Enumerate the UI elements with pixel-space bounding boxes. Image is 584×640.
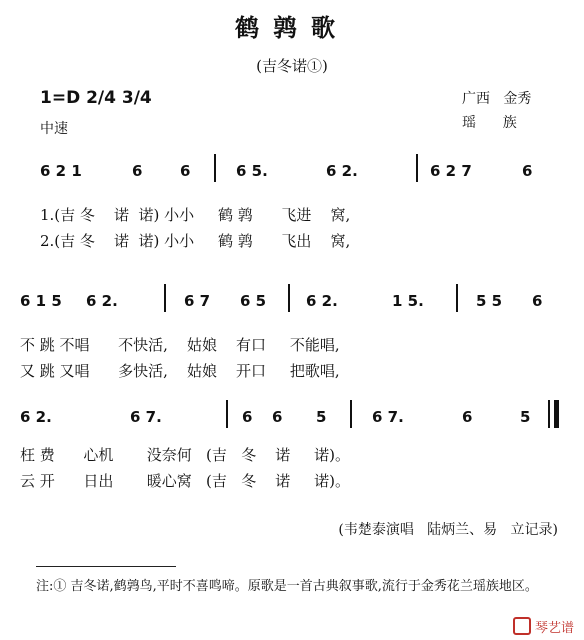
footnote-divider <box>36 566 176 567</box>
note-group: 6 <box>462 408 473 426</box>
lyric-line-2: 又 跳 又唱 多快活, 姑娘 开口 把歌唱, <box>20 362 340 380</box>
watermark-logo <box>513 617 574 636</box>
note-group: 6 <box>242 408 253 426</box>
note-group: 6 5 <box>240 292 267 310</box>
song-title: 鹤鹑歌 <box>235 13 349 42</box>
bar-line <box>456 284 458 312</box>
performer-credit: (韦楚泰演唱 陆炳兰、易 立记录) <box>338 522 558 538</box>
end-bar-line <box>554 400 559 428</box>
lyric-line-2: 2.(吉 冬 诺 诺) 小小 鹤 鹑 飞出 窝, <box>40 232 351 250</box>
song-subtitle: (吉冬诺①) <box>256 57 328 75</box>
bar-line <box>350 400 352 428</box>
footnote: 注:① 吉冬诺,鹤鹑鸟,平时不喜鸣啼。原歌是一首古典叙事歌,流行于金秀花兰瑶族地区。 <box>36 579 538 594</box>
watermark-text: 琴艺谱 <box>534 621 574 636</box>
note-group: 6 7. <box>372 408 404 426</box>
bar-line <box>416 154 418 182</box>
region-label: 广西 金秀 <box>462 91 532 107</box>
bar-line <box>214 154 216 182</box>
key-signature: 1=D 2/4 3/4 <box>40 88 152 108</box>
bar-line <box>226 400 228 428</box>
note-group: 6 2. <box>326 162 358 180</box>
note-group: 6 7. <box>130 408 162 426</box>
lyric-line-2: 云 开 日出 暖心窝 (吉 冬 诺 诺)。 <box>20 472 350 490</box>
ethnicity-label: 瑶 族 <box>462 115 517 131</box>
bar-line <box>288 284 290 312</box>
lyric-line-1: 不 跳 不唱 不快活, 姑娘 有口 不能唱, <box>20 336 340 354</box>
bar-line <box>164 284 166 312</box>
note-group: 6 5. <box>236 162 268 180</box>
tempo-marking: 中速 <box>40 121 68 137</box>
note-group: 5 5 <box>476 292 503 310</box>
note-group: 5 <box>316 408 327 426</box>
logo-icon <box>513 617 531 635</box>
lyric-line-1: 枉 费 心机 没奈何 (吉 冬 诺 诺)。 <box>20 446 350 464</box>
note-group: 5 <box>520 408 531 426</box>
note-group: 6 2. <box>86 292 118 310</box>
note-group: 6 7 <box>184 292 211 310</box>
lyric-line-1: 1.(吉 冬 诺 诺) 小小 鹤 鹑 飞进 窝, <box>40 206 351 224</box>
note-group: 6 <box>522 162 533 180</box>
note-group: 6 2. <box>306 292 338 310</box>
note-group: 6 <box>532 292 543 310</box>
note-group: 6 1 5 <box>20 292 62 310</box>
note-group: 6 2 1 <box>40 162 82 180</box>
note-group: 6 <box>132 162 143 180</box>
bar-line <box>548 400 550 428</box>
note-group: 6 2 7 <box>430 162 472 180</box>
note-group: 6 <box>180 162 191 180</box>
note-group: 1 5. <box>392 292 424 310</box>
note-group: 6 <box>272 408 283 426</box>
note-group: 6 2. <box>20 408 52 426</box>
